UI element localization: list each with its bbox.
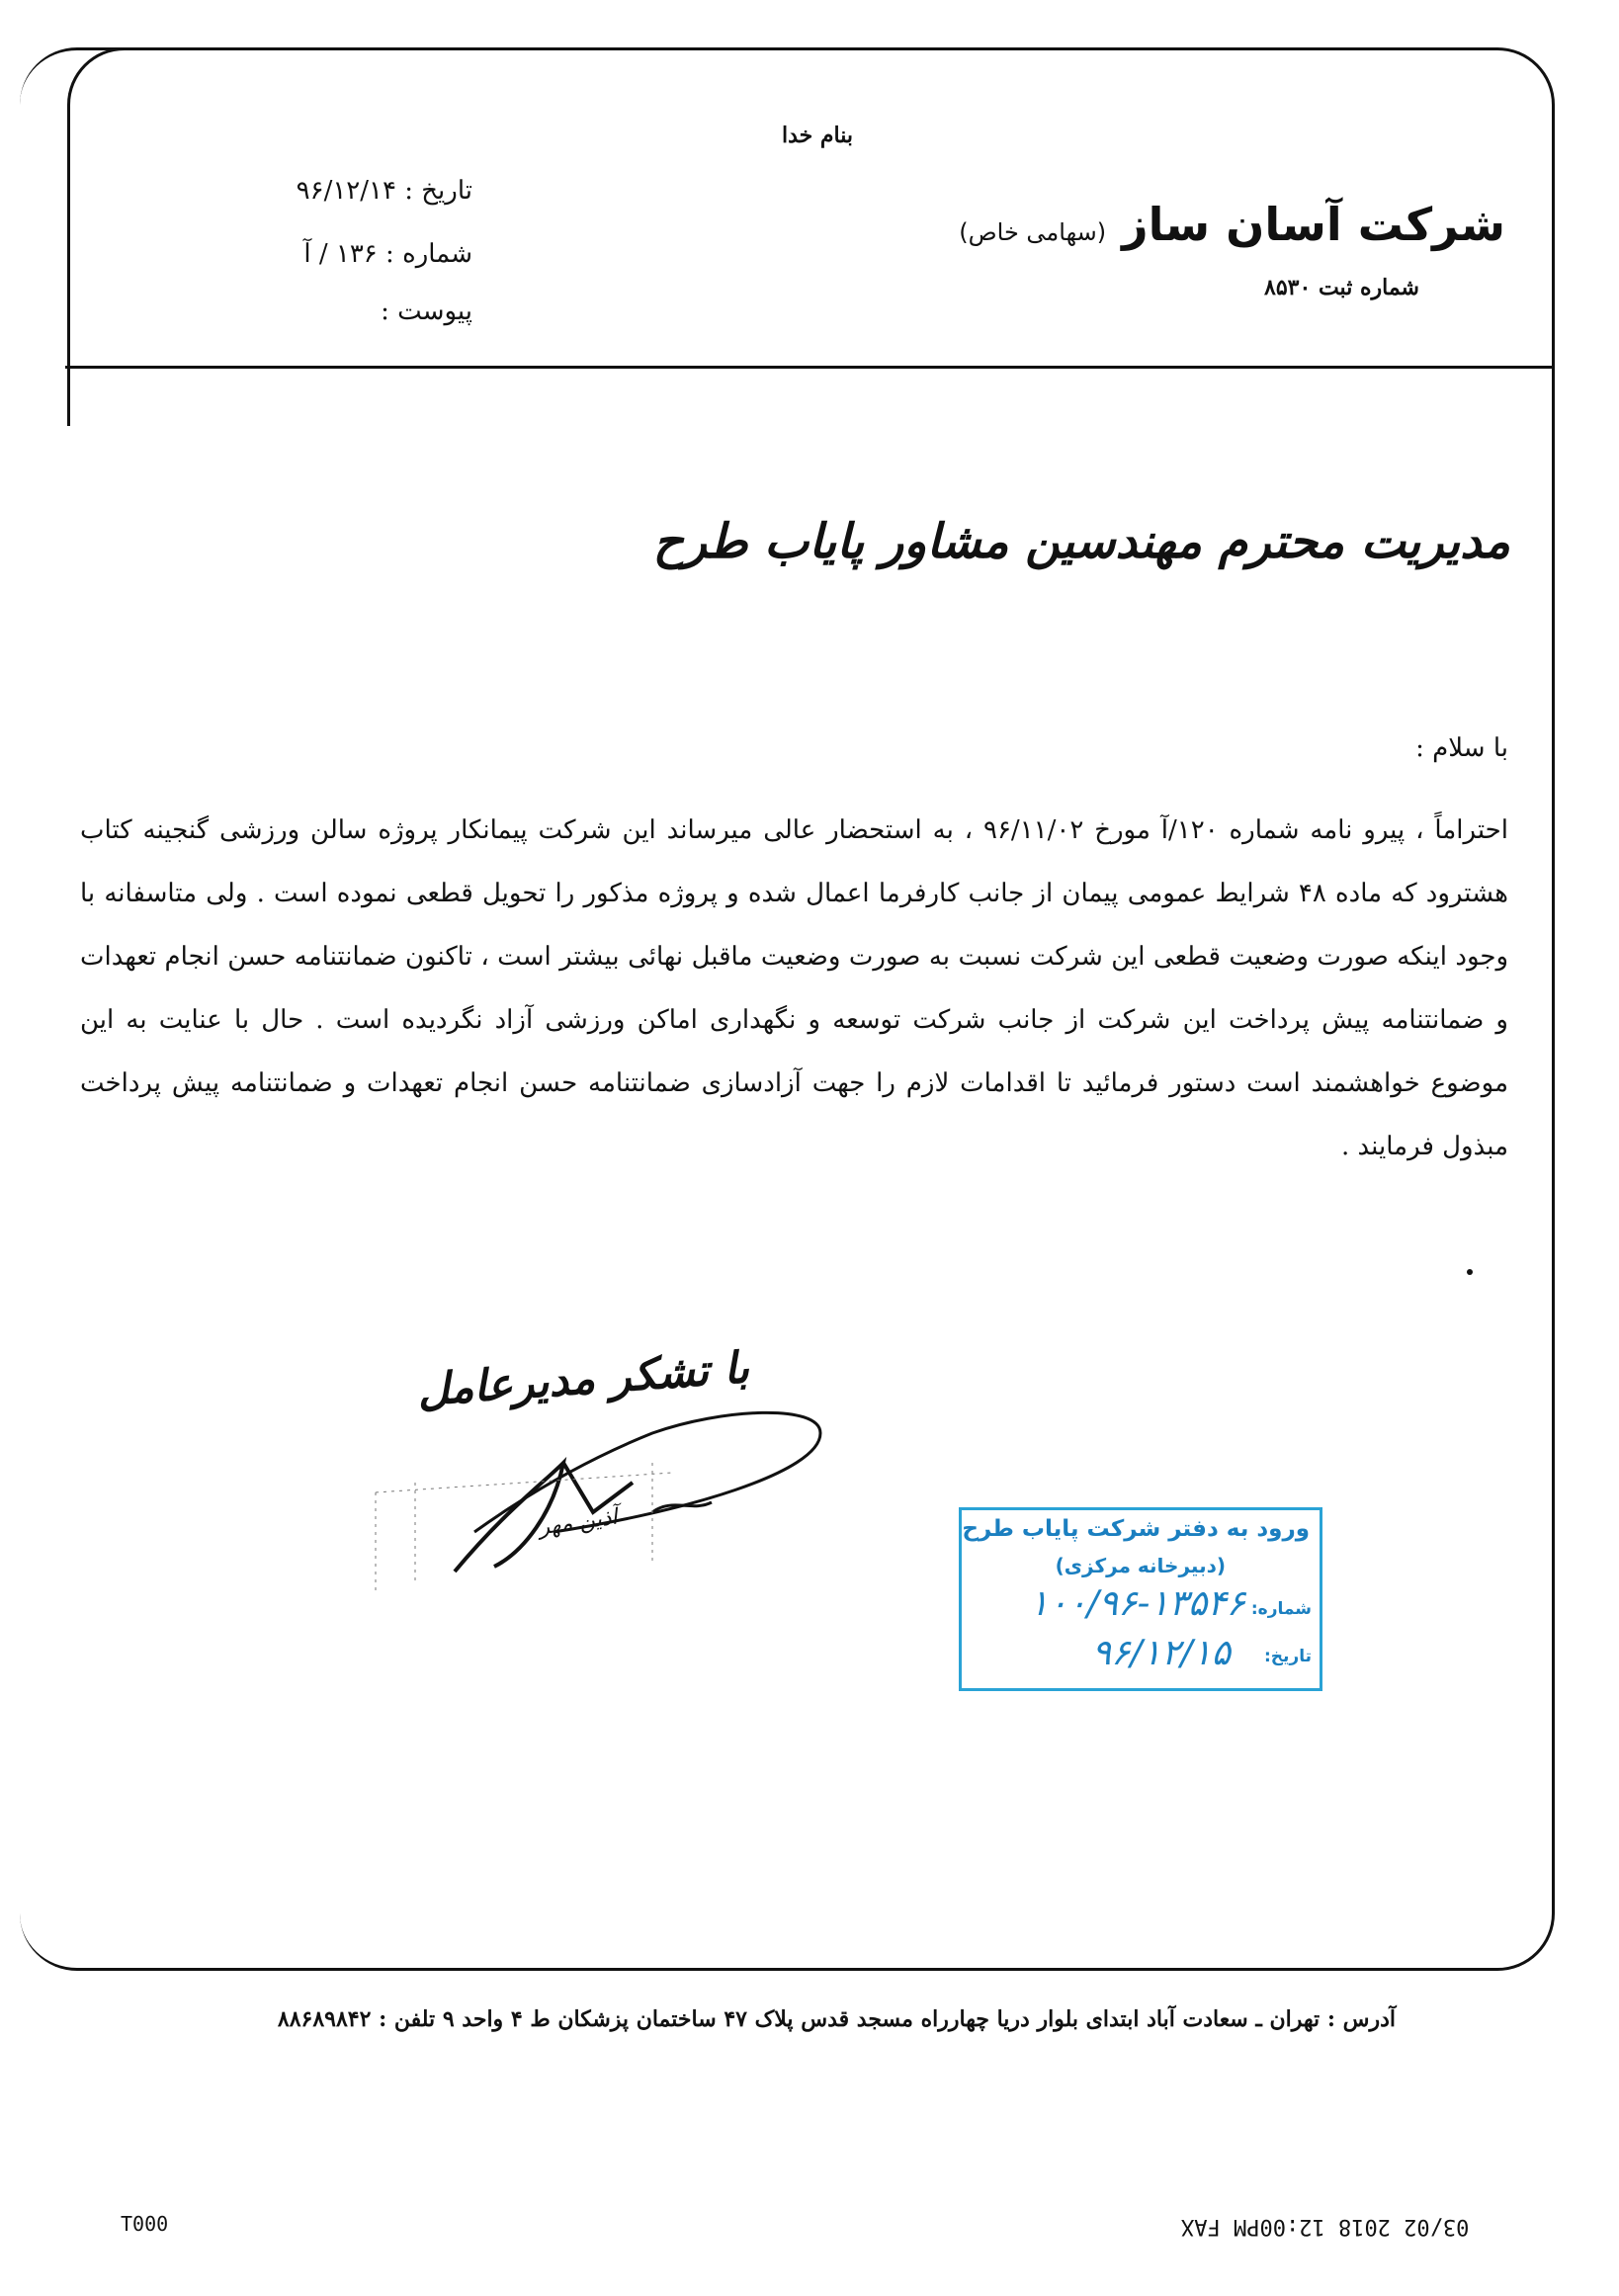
stray-dot xyxy=(1467,1269,1473,1275)
greeting: با سلام : xyxy=(1415,733,1508,763)
stamp-title: ورود به دفتر شرکت پایاب طرح xyxy=(962,1516,1310,1542)
recipient-line: مدیریت محترم مهندسین مشاور پایاب طرح xyxy=(652,514,1510,569)
stamp-number-value: ۱۰۰/۹۶-۱۳۵۴۶ xyxy=(1029,1583,1245,1624)
basmala: بنام خدا xyxy=(781,123,853,148)
stamp-number-label: شماره: xyxy=(1250,1599,1312,1619)
stamp-date-label: تاریخ: xyxy=(1264,1647,1312,1666)
company-name xyxy=(959,198,1505,251)
footer-address: آدرس : تهران ـ سعادت آباد ابتدای بلوار دریا چهارراه مسجد قدس پلاک ۴۷ ساختمان پزشکان ط ۴ واحد ۹ تلفن : ۸۸۶۸۹۸۴۲ xyxy=(277,2006,1396,2032)
closing-signoff: با تشکر مدیرعامل xyxy=(415,1342,751,1416)
registration-number: شماره ثبت ۸۵۳۰ xyxy=(1264,275,1419,300)
signature-scribble xyxy=(356,1364,870,1601)
letter-number: شماره : ۱۳۶ / آ xyxy=(303,239,472,269)
letter-date: تاریخ : ۹۶/۱۲/۱۴ xyxy=(296,176,472,206)
stamp-date-value: ۹۶/۱۲/۱۵ xyxy=(1091,1633,1231,1673)
letter-attachment: پیوست : xyxy=(381,297,472,326)
letter-body: احتراماً ، پیرو نامه شماره ۱۲۰/آ مورخ ۹۶/۱۱/۰۲ ، به استحضار عالی میرساند این شرکت پیمانکار پروژه سالن ورزشی گنجینه کتاب هشترود که ماده ۴۸ شرایط عمومی پیمان از جانب کارفرما اعمال شده و پروژه مذکور را تحویل قطعی نموده است . ولی متاسفانه با وجود اینکه صورت وضعیت قطعی این شرکت نسبت به صورت وضعیت ماقبل نهائی بیشتر است ، تاکنون ضمانتنامه حسن انجام تعهدات و ضمانتنامه پیش پرداخت این شرکت از جانب شرکت توسعه و نگهداری اماکن ورزشی آزاد نگردیده است . حال با عنایت به این موضوع خواهشمند است دستور فرمائید تا اقدامات لازم را جهت آزادسازی ضمانتنامه حسن انجام تعهدات و ضمانتنامه پیش پرداخت مبذول فرمایند . xyxy=(80,815,1508,1161)
signature-name: آذین مهر xyxy=(537,1504,620,1541)
company-type: (سهامی خاص) xyxy=(959,218,1107,246)
fax-header: 03/02 2018 12:00PM FAX xyxy=(1181,2214,1470,2239)
letterhead-frame-corner xyxy=(67,47,129,426)
company-name-text: شرکت آسان ساز xyxy=(1122,198,1505,251)
stamp-subtitle: (دبیرخانه مرکزی) xyxy=(1055,1554,1226,1577)
fax-page-code: T000 xyxy=(121,2212,169,2236)
header-divider xyxy=(65,366,1554,369)
receipt-stamp xyxy=(959,1507,1322,1691)
